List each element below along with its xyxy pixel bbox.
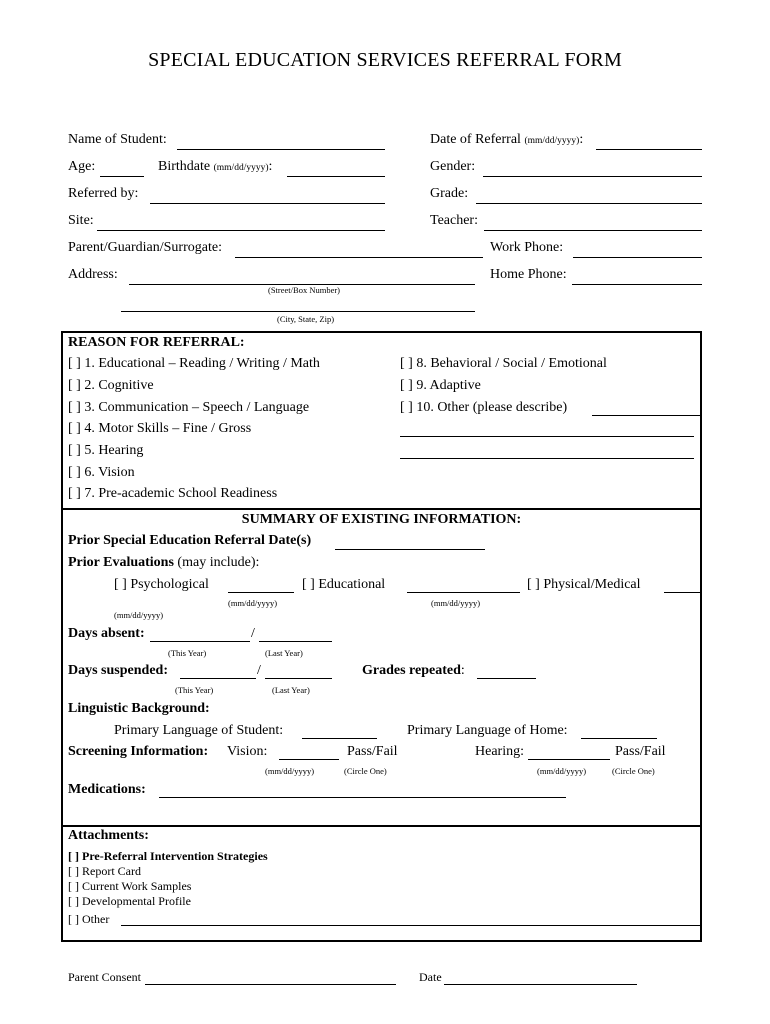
screening-information-label: Screening Information: [68, 744, 209, 759]
hearing-circle-one-hint: (Circle One) [612, 766, 655, 776]
date-of-referral-field[interactable] [596, 149, 702, 150]
site-field[interactable] [97, 230, 385, 231]
birthdate-label: Birthdate (mm/dd/yyyy): [158, 159, 273, 174]
other-describe-field-2[interactable] [400, 436, 694, 437]
vision-label: Vision: [227, 744, 268, 759]
primary-language-home-field[interactable] [581, 738, 657, 739]
reason-item-7[interactable]: [ ] 7. Pre-academic School Readiness [68, 486, 278, 501]
name-of-student-field[interactable] [177, 149, 385, 150]
days-suspended-last-year-field[interactable] [265, 678, 332, 679]
teacher-label: Teacher: [430, 213, 478, 228]
address-city-field[interactable] [121, 311, 475, 312]
hearing-date-hint: (mm/dd/yyyy) [537, 766, 587, 776]
psychological-checkbox[interactable]: [ ] Psychological [114, 577, 209, 592]
absent-last-year-hint: (Last Year) [265, 648, 303, 658]
reason-summary-divider [61, 508, 702, 510]
hearing-label: Hearing: [475, 744, 524, 759]
physical-medical-date-field[interactable] [664, 592, 702, 593]
suspended-last-year-hint: (Last Year) [272, 685, 310, 695]
parent-guardian-field[interactable] [235, 257, 483, 258]
vision-date-hint: (mm/dd/yyyy) [265, 766, 315, 776]
referred-by-field[interactable] [150, 203, 385, 204]
days-absent-label: Days absent: [68, 626, 145, 641]
psych-date-hint: (mm/dd/yyyy) [228, 598, 278, 608]
attachment-work-samples[interactable]: [ ] Current Work Samples [68, 879, 192, 893]
consent-date-label: Date [419, 970, 442, 984]
attachment-report-card[interactable]: [ ] Report Card [68, 864, 141, 878]
city-hint: (City, State, Zip) [277, 314, 335, 324]
primary-language-student-field[interactable] [302, 738, 377, 739]
home-phone-field[interactable] [572, 284, 702, 285]
other-describe-field-3[interactable] [400, 458, 694, 459]
summary-heading: SUMMARY OF EXISTING INFORMATION: [241, 512, 522, 527]
psychological-date-field[interactable] [228, 592, 294, 593]
street-hint: (Street/Box Number) [268, 285, 340, 295]
work-phone-field[interactable] [573, 257, 702, 258]
days-suspended-this-year-field[interactable] [180, 678, 256, 679]
absent-this-year-hint: (This Year) [168, 648, 207, 658]
grades-repeated-field[interactable] [477, 678, 536, 679]
medications-label: Medications: [68, 782, 146, 797]
consent-date-field[interactable] [444, 984, 637, 985]
age-label: Age: [68, 159, 96, 174]
reason-item-9[interactable]: [ ] 9. Adaptive [400, 378, 481, 393]
grade-label: Grade: [430, 186, 469, 201]
birthdate-format-hint: (mm/dd/yyyy) [213, 163, 269, 173]
reason-heading: REASON FOR REFERRAL: [68, 335, 245, 350]
vision-date-field[interactable] [279, 759, 339, 760]
days-suspended-label: Days suspended: [68, 663, 168, 678]
home-phone-label: Home Phone: [490, 267, 567, 282]
reason-item-5[interactable]: [ ] 5. Hearing [68, 443, 144, 458]
reason-item-6[interactable]: [ ] 6. Vision [68, 465, 135, 480]
parent-guardian-label: Parent/Guardian/Surrogate: [68, 240, 222, 255]
reason-item-8[interactable]: [ ] 8. Behavioral / Social / Emotional [400, 356, 607, 371]
physical-date-hint: (mm/dd/yyyy) [114, 610, 164, 620]
vision-circle-one-hint: (Circle One) [344, 766, 387, 776]
parent-consent-label: Parent Consent [68, 970, 141, 984]
hearing-date-field[interactable] [528, 759, 610, 760]
physical-medical-checkbox[interactable]: [ ] Physical/Medical [527, 577, 641, 592]
attachment-other[interactable]: [ ] Other [68, 912, 110, 926]
reason-item-4[interactable]: [ ] 4. Motor Skills – Fine / Gross [68, 421, 252, 436]
educational-date-field[interactable] [407, 592, 520, 593]
days-absent-this-year-field[interactable] [150, 641, 250, 642]
address-label: Address: [68, 267, 118, 282]
prior-evaluations-label: Prior Evaluations (may include): [68, 555, 260, 570]
grades-repeated-label: Grades repeated: [362, 663, 465, 678]
gender-label: Gender: [430, 159, 476, 174]
age-field[interactable] [100, 176, 144, 177]
prior-referral-field[interactable] [335, 549, 485, 550]
hearing-pass-fail[interactable]: Pass/Fail [615, 744, 666, 759]
site-label: Site: [68, 213, 94, 228]
suspended-this-year-hint: (This Year) [175, 685, 214, 695]
birthdate-field[interactable] [287, 176, 385, 177]
edu-date-hint: (mm/dd/yyyy) [431, 598, 481, 608]
referred-by-label: Referred by: [68, 186, 139, 201]
reason-item-1[interactable]: [ ] 1. Educational – Reading / Writing / Math [68, 356, 320, 371]
days-absent-last-year-field[interactable] [259, 641, 332, 642]
educational-checkbox[interactable]: [ ] Educational [302, 577, 386, 592]
days-absent-slash: / [251, 626, 255, 641]
reason-item-2[interactable]: [ ] 2. Cognitive [68, 378, 154, 393]
attachment-developmental-profile[interactable]: [ ] Developmental Profile [68, 894, 191, 908]
grade-field[interactable] [476, 203, 702, 204]
days-suspended-slash: / [257, 663, 261, 678]
vision-pass-fail[interactable]: Pass/Fail [347, 744, 398, 759]
prior-referral-label: Prior Special Education Referral Date(s) [68, 533, 312, 548]
other-describe-field-1[interactable] [592, 415, 700, 416]
primary-language-home-label: Primary Language of Home: [407, 723, 568, 738]
form-title: SPECIAL EDUCATION SERVICES REFERRAL FORM [148, 49, 622, 71]
date-of-referral-label: Date of Referral (mm/dd/yyyy): [430, 132, 584, 147]
summary-attachments-divider [61, 825, 702, 827]
reason-item-10[interactable]: [ ] 10. Other (please describe) [400, 400, 568, 415]
teacher-field[interactable] [484, 230, 702, 231]
medications-field[interactable] [159, 797, 566, 798]
parent-consent-field[interactable] [145, 984, 396, 985]
reason-item-3[interactable]: [ ] 3. Communication – Speech / Language [68, 400, 310, 415]
date-format-hint: (mm/dd/yyyy) [524, 136, 580, 146]
attachment-pre-referral[interactable]: [ ] Pre-Referral Intervention Strategies [68, 849, 268, 863]
gender-field[interactable] [483, 176, 702, 177]
primary-language-student-label: Primary Language of Student: [114, 723, 284, 738]
name-of-student-label: Name of Student: [68, 132, 167, 147]
work-phone-label: Work Phone: [490, 240, 564, 255]
attachments-heading: Attachments: [68, 828, 149, 843]
attachment-other-field[interactable] [121, 925, 700, 926]
linguistic-background-label: Linguistic Background: [68, 701, 210, 716]
